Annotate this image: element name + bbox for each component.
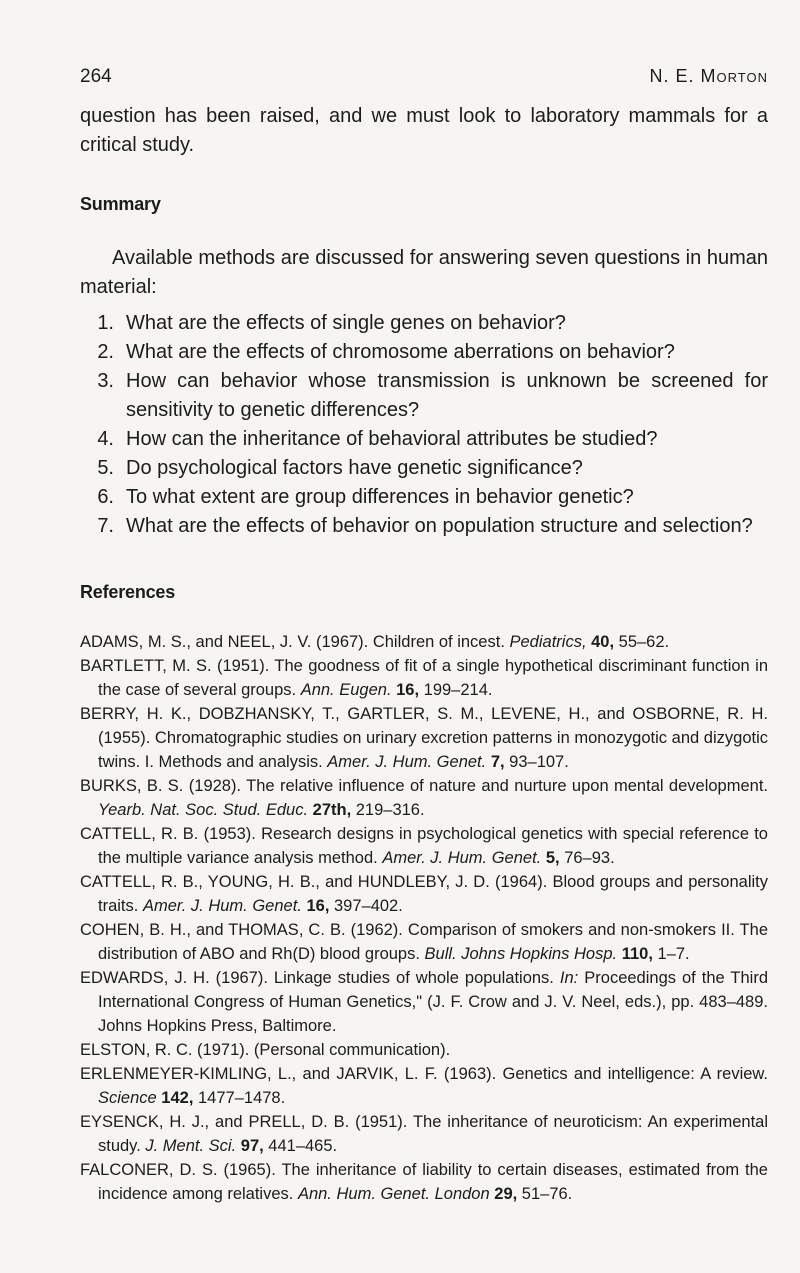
list-item <box>80 512 768 541</box>
question-text: How can behavior whose transmission is unknown be screened for sensitivity to genetic differences? <box>126 370 768 421</box>
reference-pages: Proceedings of the Third International Congress of Human Genetics," (J. F. Crow and J. V. Neel, eds.), pp. 483–489. Johns Hopkins Press, Baltimore. <box>98 969 768 1035</box>
question-number: 6. <box>97 486 114 508</box>
reference-text: BARTLETT, M. S. (1951). The goodness of fit of a single hypothetical discriminant function in the case of several groups. <box>80 657 768 699</box>
reference-pages: 76–93. <box>559 849 615 867</box>
question-text: How can the inheritance of behavioral attributes be studied? <box>126 428 658 450</box>
question-text: What are the effects of chromosome aberrations on behavior? <box>126 341 675 363</box>
reference-volume: 7, <box>490 753 505 771</box>
reference-text: CATTELL, R. B. (1953). Research designs in psychological genetics with special reference to the multiple variance analysis method. <box>80 825 768 867</box>
running-head: N. E. Morton <box>649 66 768 86</box>
reference-list <box>80 630 768 1206</box>
list-item <box>80 454 768 483</box>
reference-pages: 55–62. <box>614 633 670 651</box>
reference-volume: 5, <box>545 849 560 867</box>
reference-journal: Ann. Eugen. <box>300 681 392 699</box>
reference-pages: 397–402. <box>329 897 403 915</box>
question-number: 3. <box>97 370 114 392</box>
reference-item <box>80 822 768 870</box>
list-item <box>80 338 768 367</box>
question-list <box>80 309 768 541</box>
reference-text: FALCONER, D. S. (1965). The inheritance of liability to certain diseases, estimated from the incidence among relatives. <box>80 1161 768 1203</box>
reference-journal: J. Ment. Sci. <box>145 1137 237 1155</box>
reference-item <box>80 774 768 822</box>
reference-text: EDWARDS, J. H. (1967). Linkage studies of whole populations. <box>80 969 560 987</box>
reference-text: BURKS, B. S. (1928). The relative influence of nature and nurture upon mental development. <box>80 777 768 795</box>
reference-item <box>80 1158 768 1206</box>
page-header <box>80 66 768 88</box>
reference-volume: 29, <box>494 1185 518 1203</box>
question-number: 5. <box>97 457 114 479</box>
page-number: 264 <box>80 66 112 87</box>
summary-intro: Available methods are discussed for answering seven questions in human material: <box>80 247 768 298</box>
reference-journal: Amer. J. Hum. Genet. <box>382 849 542 867</box>
question-text: To what extent are group differences in behavior genetic? <box>126 486 634 508</box>
reference-volume: 97, <box>240 1137 264 1155</box>
reference-pages: 51–76. <box>517 1185 573 1203</box>
references-heading: References <box>80 582 176 602</box>
reference-volume: 16, <box>306 897 330 915</box>
continuation-paragraph: question has been raised, and we must look to laboratory mammals for a critical study. <box>80 105 768 156</box>
question-text: What are the effects of single genes on behavior? <box>126 312 566 334</box>
reference-journal: Yearb. Nat. Soc. Stud. Educ. <box>98 801 309 819</box>
reference-item <box>80 1038 768 1062</box>
reference-item <box>80 870 768 918</box>
reference-journal: Science <box>98 1089 157 1107</box>
question-number: 1. <box>97 312 114 334</box>
question-number: 2. <box>97 341 114 363</box>
question-number: 4. <box>97 428 114 450</box>
question-text: Do psychological factors have genetic significance? <box>126 457 583 479</box>
reference-item <box>80 918 768 966</box>
reference-journal: Amer. J. Hum. Genet. <box>327 753 487 771</box>
reference-journal: Amer. J. Hum. Genet. <box>142 897 302 915</box>
reference-text: ADAMS, M. S., and NEEL, J. V. (1967). Children of incest. <box>80 633 510 651</box>
list-item <box>80 425 768 454</box>
reference-pages: 1–7. <box>652 945 690 963</box>
reference-pages: 199–214. <box>419 681 493 699</box>
reference-pages: 93–107. <box>504 753 569 771</box>
reference-text: ERLENMEYER-KIMLING, L., and JARVIK, L. F. (1963). Genetics and intelligence: A review. <box>80 1065 768 1083</box>
reference-volume: 40, <box>591 633 615 651</box>
summary-heading: Summary <box>80 194 161 214</box>
reference-item <box>80 1110 768 1158</box>
reference-text: COHEN, B. H., and THOMAS, C. B. (1962). Comparison of smokers and non-smokers II. The distribution of ABO and Rh(D) blood groups. <box>80 921 768 963</box>
reference-volume: 142, <box>161 1089 194 1107</box>
reference-text: ELSTON, R. C. (1971). (Personal communication). <box>80 1041 451 1059</box>
reference-item <box>80 654 768 702</box>
reference-text: CATTELL, R. B., YOUNG, H. B., and HUNDLEBY, J. D. (1964). Blood groups and personality traits. <box>80 873 768 915</box>
reference-item <box>80 1062 768 1110</box>
reference-journal: Ann. Hum. Genet. London <box>297 1185 490 1203</box>
reference-text: BERRY, H. K., DOBZHANSKY, T., GARTLER, S. M., LEVENE, H., and OSBORNE, R. H. (1955). Chromatographic studies on urinary excretion patterns in monozygotic and dizygotic twins. I. Methods and analysis. <box>80 705 768 771</box>
reference-item <box>80 966 768 1038</box>
list-item <box>80 309 768 338</box>
reference-pages: 1477–1478. <box>193 1089 286 1107</box>
list-item <box>80 367 768 425</box>
reference-journal: Pediatrics, <box>509 633 587 651</box>
reference-pages: 219–316. <box>351 801 425 819</box>
reference-journal: Bull. Johns Hopkins Hosp. <box>424 945 618 963</box>
question-text: What are the effects of behavior on population structure and selection? <box>126 515 753 537</box>
reference-volume: 27th, <box>312 801 352 819</box>
reference-journal: In: <box>559 969 579 987</box>
reference-item <box>80 630 768 654</box>
reference-pages: 441–465. <box>263 1137 338 1155</box>
question-number: 7. <box>97 515 114 537</box>
reference-volume: 16, <box>396 681 420 699</box>
reference-volume: 110, <box>621 945 653 963</box>
reference-text: EYSENCK, H. J., and PRELL, D. B. (1951). The inheritance of neuroticism: An experimental study. <box>80 1113 768 1155</box>
reference-item <box>80 702 768 774</box>
list-item <box>80 483 768 512</box>
